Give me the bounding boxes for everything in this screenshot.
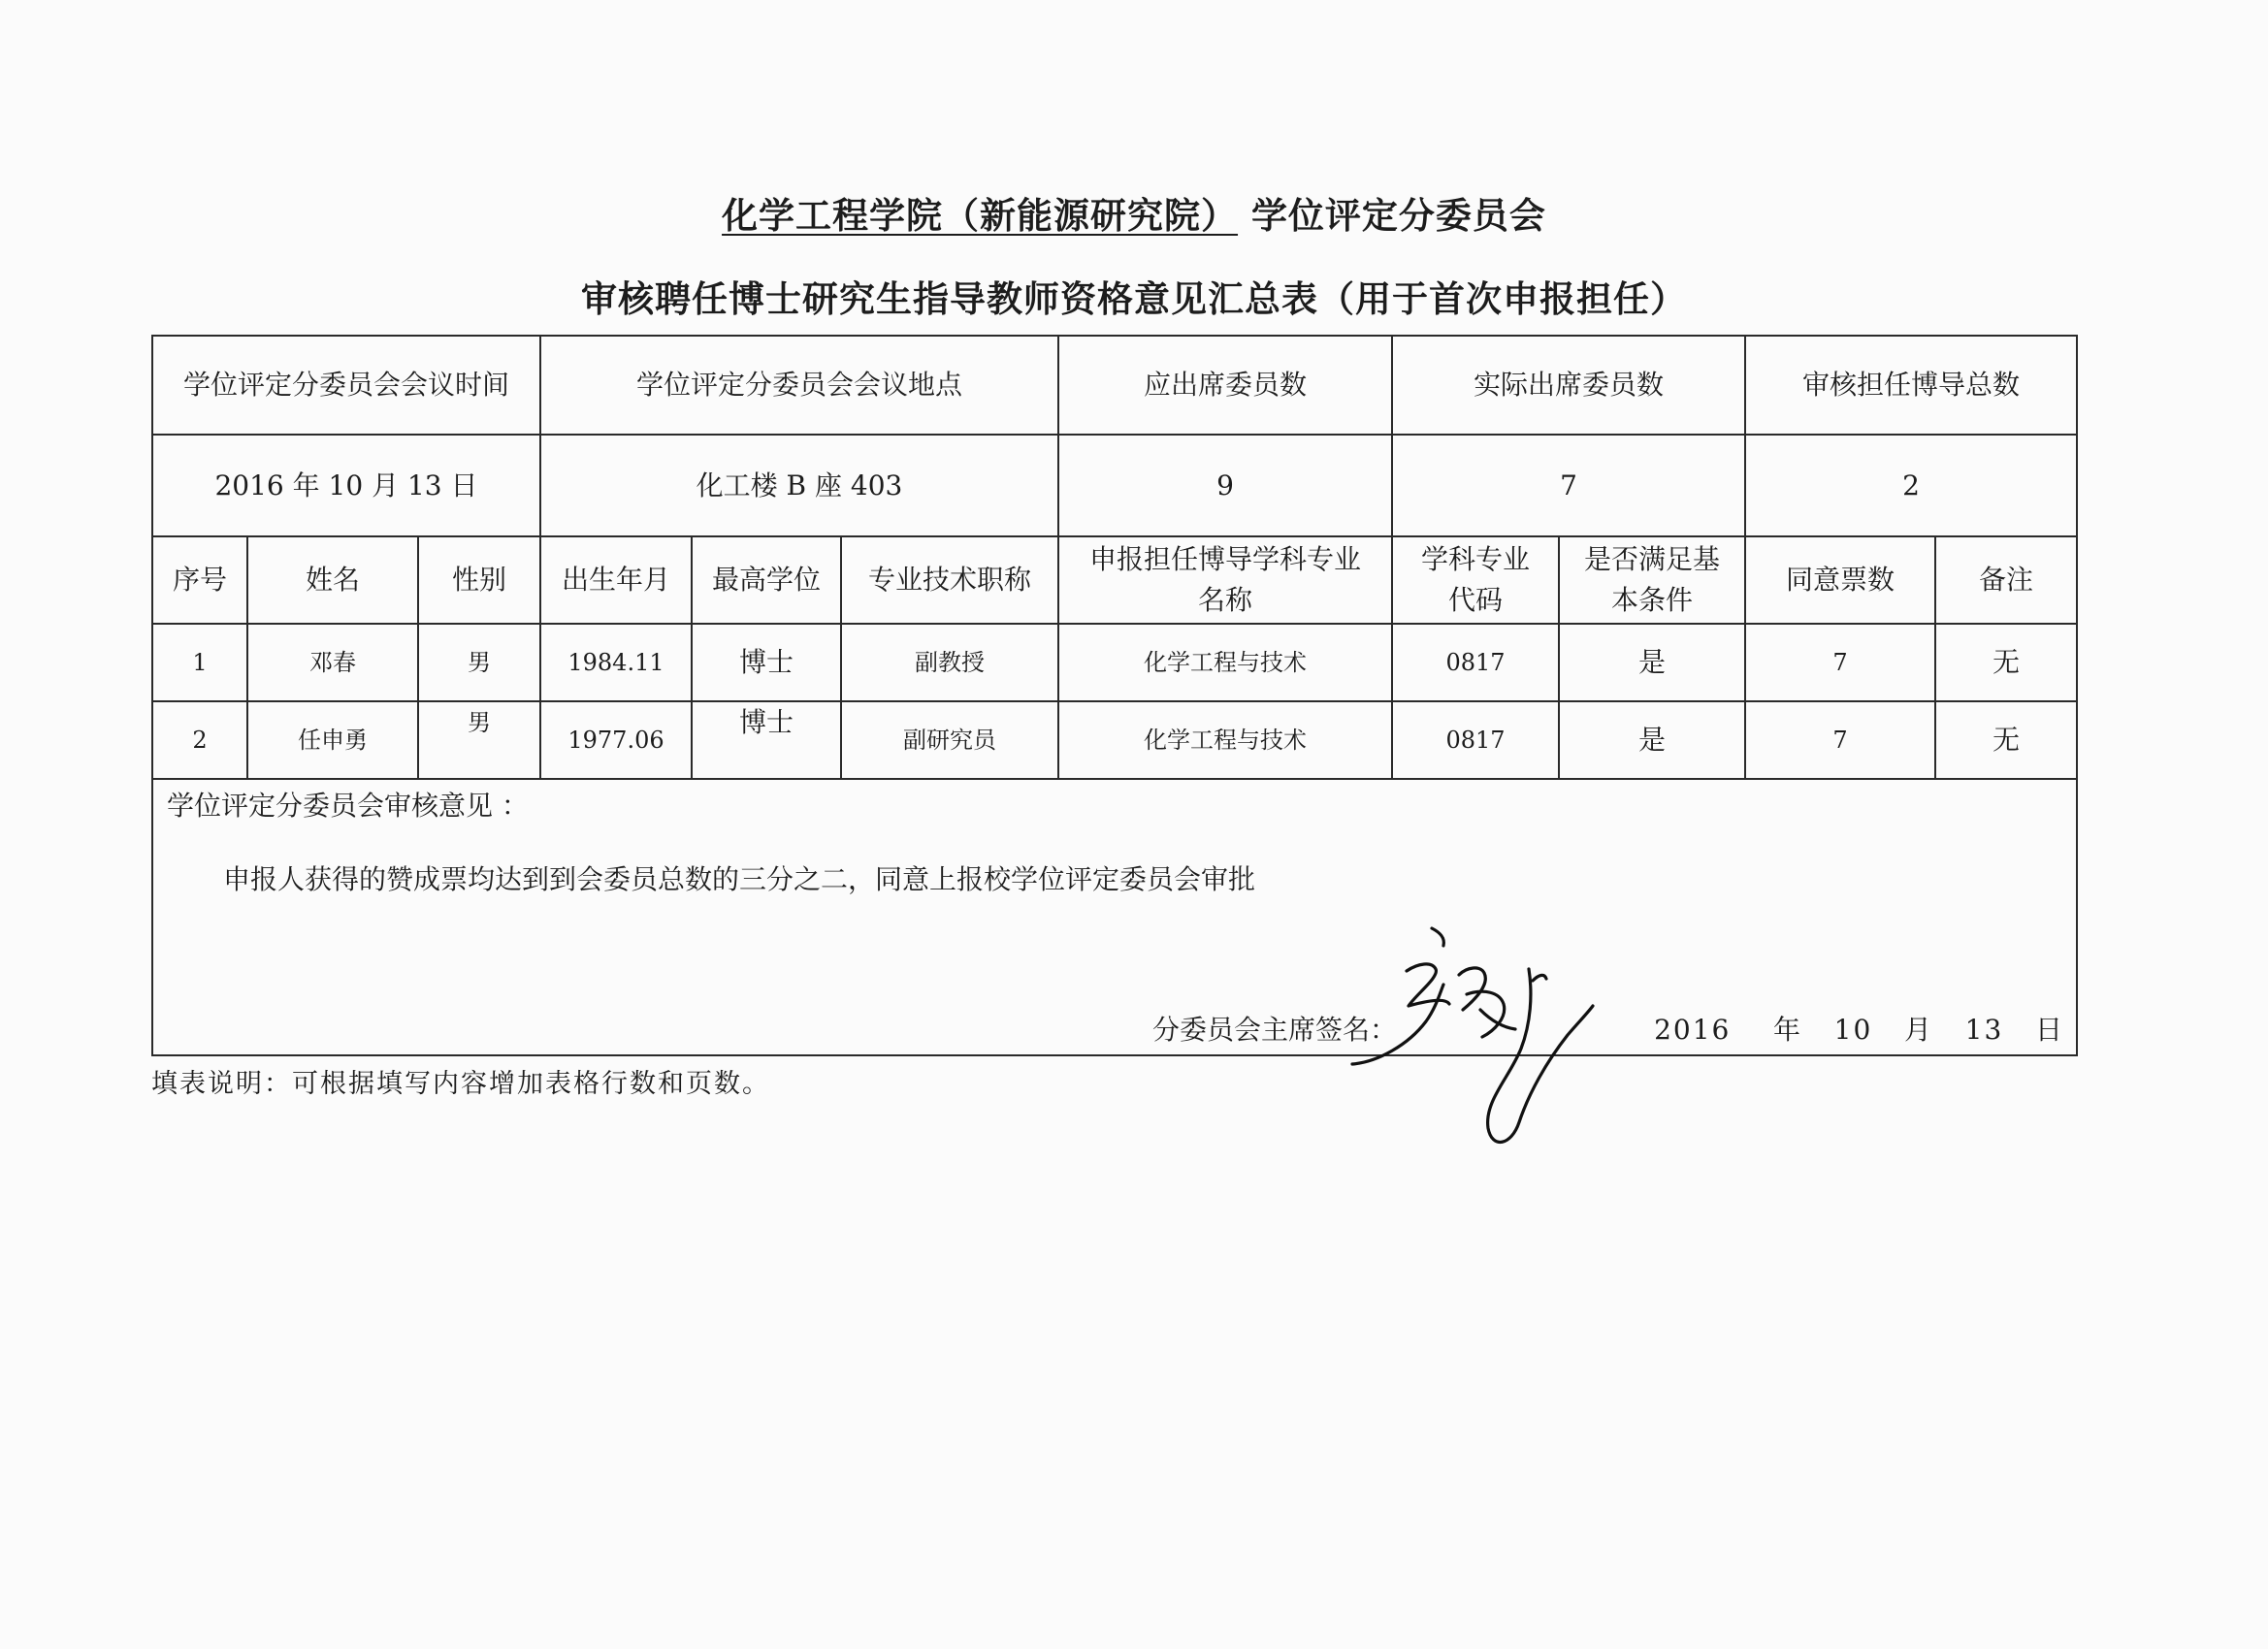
col-seq: 序号 <box>152 536 247 624</box>
actual-members-value: 7 <box>1392 435 1745 536</box>
cell-subject: 化学工程与技术 <box>1058 701 1392 779</box>
table-row <box>152 624 2077 701</box>
cell-title: 副教授 <box>841 624 1058 701</box>
cell-birth: 1977.06 <box>540 701 692 779</box>
col-birth: 出生年月 <box>540 536 692 624</box>
cell-votes: 7 <box>1745 701 1935 779</box>
opinion-cell <box>152 779 2077 1055</box>
document-title <box>0 186 2268 239</box>
table-row <box>152 701 2077 779</box>
cell-subject: 化学工程与技术 <box>1058 624 1392 701</box>
handwritten-signature <box>1339 917 1601 1174</box>
cell-seq: 2 <box>152 701 247 779</box>
cell-code: 0817 <box>1392 701 1559 779</box>
col-subject: 申报担任博导学科专业名称 <box>1058 536 1392 624</box>
expected-members-label: 应出席委员数 <box>1058 336 1392 435</box>
col-code: 学科专业代码 <box>1392 536 1559 624</box>
total-supervisors-value: 2 <box>1745 435 2077 536</box>
title-org: 化学工程学院（新能源研究院） <box>722 195 1239 237</box>
col-name: 姓名 <box>247 536 418 624</box>
cell-degree: 博士 <box>692 701 841 779</box>
col-degree: 最高学位 <box>692 536 841 624</box>
cell-birth: 1984.11 <box>540 624 692 701</box>
column-header-row <box>152 536 2077 624</box>
form-footnote: 填表说明：可根据填写内容增加表格行数和页数。 <box>151 1069 770 1099</box>
meeting-time-label: 学位评定分委员会会议时间 <box>152 336 540 435</box>
chair-signature-label: 分委员会主席签名： <box>1152 1014 1398 1046</box>
meeting-time-value: 2016 年 10 月 13 日 <box>152 435 540 536</box>
opinion-label: 学位评定分委员会审核意见 ： <box>167 790 529 822</box>
cell-title: 副研究员 <box>841 701 1058 779</box>
cell-meets: 是 <box>1559 624 1745 701</box>
col-remark: 备注 <box>1935 536 2077 624</box>
summary-table <box>151 335 2078 1056</box>
total-supervisors-label: 审核担任博导总数 <box>1745 336 2077 435</box>
cell-remark: 无 <box>1935 701 2077 779</box>
cell-code: 0817 <box>1392 624 1559 701</box>
col-meets: 是否满足基本条件 <box>1559 536 1745 624</box>
meeting-header-row <box>152 336 2077 435</box>
cell-remark: 无 <box>1935 624 2077 701</box>
opinion-text: 申报人获得的赞成票均达到到会委员总数的三分之二，同意上报校学位评定委员会审批 <box>223 863 1256 895</box>
meeting-value-row <box>152 435 2077 536</box>
title-committee: 学位评定分委员会 <box>1250 195 1546 237</box>
cell-meets: 是 <box>1559 701 1745 779</box>
expected-members-value: 9 <box>1058 435 1392 536</box>
cell-votes: 7 <box>1745 624 1935 701</box>
col-votes: 同意票数 <box>1745 536 1935 624</box>
col-gender: 性别 <box>418 536 540 624</box>
cell-gender: 男 <box>418 701 540 779</box>
opinion-row <box>152 779 2077 1055</box>
document-subtitle: 审核聘任博士研究生指导教师资格意见汇总表（用于首次申报担任） <box>581 278 1687 320</box>
cell-name: 邓春 <box>247 624 418 701</box>
meeting-place-label: 学位评定分委员会会议地点 <box>540 336 1058 435</box>
signature-date: 2016 年 10 月 13 日 <box>1654 1014 2065 1046</box>
cell-name: 任申勇 <box>247 701 418 779</box>
meeting-place-value: 化工楼 B 座 403 <box>540 435 1058 536</box>
cell-gender: 男 <box>418 624 540 701</box>
cell-seq: 1 <box>152 624 247 701</box>
actual-members-label: 实际出席委员数 <box>1392 336 1745 435</box>
col-title: 专业技术职称 <box>841 536 1058 624</box>
cell-degree: 博士 <box>692 624 841 701</box>
